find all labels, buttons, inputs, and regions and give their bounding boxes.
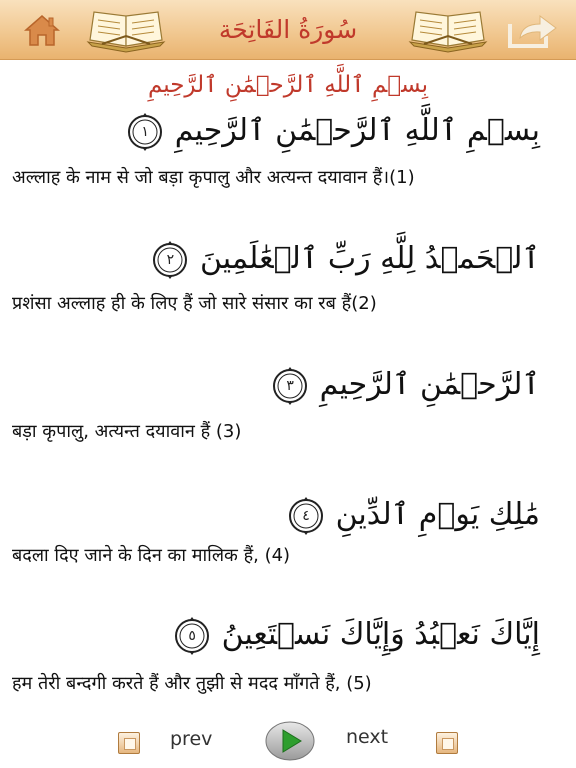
verse-arabic-2 xyxy=(166,236,540,282)
verse-arabic-text: مَٰلِكِ يَوۡمِ ٱلدِّينِ xyxy=(335,497,540,532)
home-icon xyxy=(22,12,62,48)
bottom-nav xyxy=(0,712,576,768)
ayah-number-marker xyxy=(286,496,326,536)
play-button[interactable] xyxy=(264,720,316,762)
ayah-number: ٤ xyxy=(302,507,310,524)
share-button[interactable] xyxy=(506,12,560,50)
ayah-number-marker xyxy=(172,616,212,656)
home-button[interactable] xyxy=(22,12,62,48)
verse-translation-3: बड़ा कृपालु, अत्यन्त दयावान हैं (3) xyxy=(12,421,242,442)
ayah-number-marker xyxy=(125,112,165,152)
share-icon xyxy=(506,12,560,50)
open-quran-book-icon xyxy=(402,6,494,54)
top-bar xyxy=(0,0,576,60)
open-quran-book-icon xyxy=(80,6,172,54)
surah-title: سُورَةُ الفَاتِحَة xyxy=(218,15,358,44)
ayah-number-marker xyxy=(150,240,190,280)
next-small-button[interactable] xyxy=(436,732,458,754)
verse-translation-5: हम तेरी बन्दगी करते हैं और तुझी से मदद माँगते हैं, (5) xyxy=(12,673,372,694)
ayah-number: ٢ xyxy=(166,251,175,268)
verse-translation-1: अल्लाह के नाम से जो बड़ा कृपालु और अत्यन्त दयावान हैं।(1) xyxy=(12,167,415,188)
ayah-number-marker xyxy=(270,366,310,406)
ayah-number: ٣ xyxy=(286,377,294,394)
next-button[interactable]: next xyxy=(346,726,389,748)
ayah-number: ١ xyxy=(141,123,149,140)
verse-arabic-text: ٱلرَّحۡمَٰنِ ٱلرَّحِيمِ xyxy=(319,367,540,402)
prev-small-button[interactable] xyxy=(118,732,140,754)
verse-arabic-text: بِسۡمِ ٱللَّهِ ٱلرَّحۡمَٰنِ ٱلرَّحِيمِ xyxy=(174,113,540,148)
ayah-number: ٥ xyxy=(188,627,196,644)
verse-arabic-1 xyxy=(141,108,540,154)
verse-arabic-4 xyxy=(180,492,540,538)
verse-arabic-text: إِيَّاكَ نَعۡبُدُ وَإِيَّاكَ نَسۡتَعِينُ xyxy=(221,617,540,652)
play-icon xyxy=(264,720,316,762)
verse-arabic-3 xyxy=(180,362,540,408)
verse-arabic-text: ٱلۡحَمۡدُ لِلَّهِ رَبِّ ٱلۡعَٰلَمِينَ xyxy=(199,241,540,276)
verse-arabic-5 xyxy=(180,612,540,658)
bismillah-heading: بِسۡمِ ٱللَّهِ ٱلرَّحۡمَٰنِ ٱلرَّحِيمِ xyxy=(147,72,429,98)
verse-translation-2: प्रशंसा अल्लाह ही के लिए हैं जो सारे संसार का रब हैं(2) xyxy=(12,293,377,314)
verse-translation-4: बदला दिए जाने के दिन का मालिक हैं, (4) xyxy=(12,545,291,566)
prev-button[interactable]: prev xyxy=(170,728,213,750)
